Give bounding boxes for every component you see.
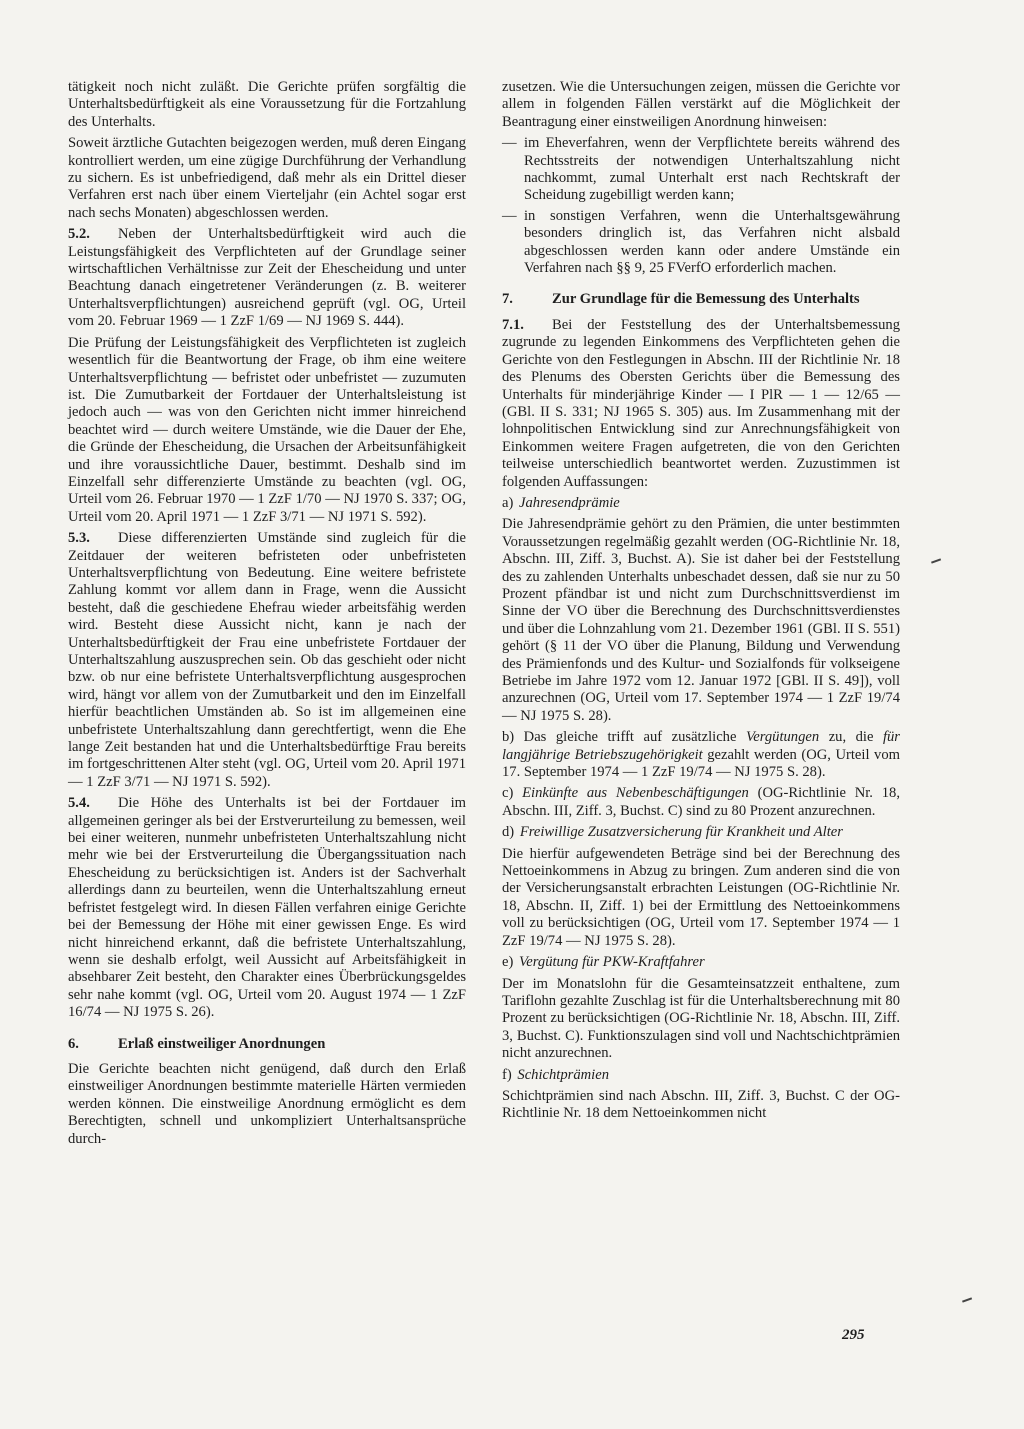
subheading-title: Schichtprämien [517, 1066, 609, 1083]
subheading-title: Jahresendprämie [519, 494, 620, 511]
paragraph-number: 5.4. [68, 795, 90, 812]
subheading-letter: f) [502, 1066, 512, 1083]
bullet-text: in sonstigen Verfahren, wenn die Unterhaltsgewährung besonders dringlich ist, das Verfahren nicht alsbald abgeschlossen werden kann oder andere Umstände ein Verfahren nach §§ 9, 25 FVerfO erforderlich machen. [524, 207, 900, 277]
emphasis: für langjährige Betriebszugehörigkeit [502, 729, 900, 763]
text-run: b) Das gleiche trifft auf zusätzliche [502, 729, 746, 746]
dash-marker: — [502, 207, 517, 224]
section-number: 6. [68, 1035, 79, 1052]
right-column [502, 79, 900, 1127]
paragraph-c [502, 785, 900, 820]
subheading-e [502, 954, 900, 971]
dash-marker: — [502, 135, 517, 152]
paragraph: Die hierfür aufgewendeten Beträge sind bei der Berechnung des Nettoeinkommens in Abzug zu bringen. Zum anderen sind die von der Versicherungsanstalt erbrachten Leistungen (OG-Richtlinie Nr. 18, Abschn. II, Ziff. 1) bei der Ermittlung des Nettoeinkommens voll zu berücksichtigen (OG, Urteil vom 17. September 1974 — 1 ZzF 19/74 — NJ 1975 S. 28). [502, 845, 900, 949]
text-run: gezahlt werden (OG, Urteil vom 17. September 1974 — 1 ZzF 19/74 — NJ 1975 S. 28). [502, 746, 900, 781]
subheading-d [502, 824, 900, 841]
paragraph: Die Prüfung der Leistungsfähigkeit des Verpflichteten ist zugleich wesentlich für die Beantwortung der Frage, ob ihm eine weitere Unterhaltsverpflichtung — befristet oder unbefristet — zuzumuten ist. Die Zumutbarkeit der Fortdauer der Unterhaltsleistung ist jedoch auch — was von den Gerichten nicht immer hinreichend beachtet wird — durch weitere Umstände, wie die Dauer der Ehe, die Gründe der Ehescheidung, die Ursachen der Arbeitsunfähigkeit und ihre voraussichtliche Dauer, bestimmt. Deshalb sind im Einzelfall sehr differenzierte Umstände zu beachten (vgl. OG, Urteil vom 26. Februar 1970 — 1 ZzF 1/70 — NJ 1970 S. 337; OG, Urteil vom 20. April 1971 — 1 ZzF 3/71 — NJ 1971 S. 592). [68, 334, 466, 525]
numbered-paragraph-5-4 [68, 795, 466, 1021]
subheading-letter: a) [502, 494, 514, 511]
subheading-title: Freiwillige Zusatzversicherung für Krankheit und Alter [519, 824, 843, 841]
paragraph-text: Neben der Unterhaltsbedürftigkeit wird auch die Leistungsfähigkeit des Verpflichteten auf der Grundlage seiner wirtschaftlichen Verhältnisse zur Zeit der Ehescheidung und unter Beachtung danach eingetretener Veränderungen (z. B. weiterer Unterhaltsverpflichtungen) ausreichend geprüft (vgl. OG, Urteil vom 20. Februar 1969 — 1 ZzF 1/69 — NJ 1969 S. 444). [68, 226, 466, 330]
subheading-a [502, 495, 900, 512]
subheading-f [502, 1067, 900, 1084]
text-run: (OG-Richtlinie Nr. 18, Abschn. III, Ziff. 3, Buchst. C) sind zu 80 Prozent anzurechnen. [502, 785, 900, 819]
subheading-letter: e) [502, 954, 514, 971]
numbered-paragraph-7-1 [502, 317, 900, 491]
paragraph-number: 5.2. [68, 226, 90, 243]
numbered-paragraph-5-2 [68, 226, 466, 330]
subheading-title: Vergütung für PKW-Kraftfahrer [519, 954, 705, 971]
paragraph: Soweit ärztliche Gutachten beigezogen werden, muß deren Eingang kontrolliert werden, um eine zügige Durchführung der Verhandlung zu sichern. Es ist unbefriedigend, daß mehr als ein Drittel dieser Verfahren erst nach über einem Vierteljahr (ein Achtel sogar erst nach sechs Monaten) abgeschlossen werden. [68, 135, 466, 221]
paragraph: Die Gerichte beachten nicht genügend, daß durch den Erlaß einstweiliger Anordnungen bestimmte materielle Härten vermieden werden können. Die einstweilige Anordnung ermöglicht es dem Berechtigten, schnell und unkompliziert Unterhaltsansprüche durch- [68, 1060, 466, 1147]
bullet-text: im Eheverfahren, wenn der Verpflichtete bereits während des Rechtsstreits der notwendigen Unterhaltszahlung nicht nachkommt, zumal Unterhalt erst nach Rechtskraft der Scheidung zugebilligt werden kann; [524, 135, 900, 204]
numbered-paragraph-5-3 [68, 530, 466, 791]
text-run: c) [502, 785, 523, 802]
paragraph: zusetzen. Wie die Untersuchungen zeigen, müssen die Gerichte vor allem in folgenden Fällen verstärkt auf die Möglichkeit der Beantragung einer einstweiligen Anordnung hinweisen: [502, 79, 900, 130]
subheading-letter: d) [502, 824, 515, 841]
section-title: Erlaß einstweiliger Anordnungen [118, 1035, 326, 1052]
section-heading-6 [68, 1036, 466, 1053]
paragraph: Die Jahresendprämie gehört zu den Prämien, die unter bestimmten Voraussetzungen regelmäßig gezahlt werden (OG-Richtlinie Nr. 18, Abschn. III, Ziff. 3, Buchst. A). Sie ist daher bei der Feststellung des zu zahlenden Unterhalts unbeschadet dessen, daß sie nur zu 50 Prozent pfändbar ist und nicht zum Durchschnittsverdienst im Sinne der VO über die Berechnung des Durchschnittsverdienstes und über die Lohnzahlung vom 21. Dezember 1961 (GBl. II S. 551) gehört (§ 11 der VO über die Planung, Bildung und Verwendung des Prämienfonds und des Kultur- und Sozialfonds für volkseigene Betriebe im Jahre 1972 vom 12. Januar 1972 [GBl. II S. 49]), voll anzurechnen (OG, Urteil vom 17. September 1974 — 1 ZzF 19/74 — NJ 1975 S. 28). [502, 516, 900, 724]
scan-mark [962, 1297, 972, 1302]
paragraph-text: Bei der Feststellung des der Unterhaltsbemessung zugrunde zu legenden Einkommens des Verpflichteten gehen die Gerichte von den Festlegungen in Abschn. III der Richtlinie Nr. 18 des Plenums des Obersten Gerichts über die Bemessung des Unterhalts für minderjährige Kinder — I PlR — 1 — 12/65 — (GBl. II S. 331; NJ 1965 S. 305) aus. Im Zusammenhang mit der lohnpolitischen Entwicklung sind zur Anrechnungsfähigkeit von Einkommen weitere Fragen aufgetreten, die von den Gerichten teilweise unterschiedlich beantwortet werden. Zuzustimmen ist folgenden Auffassungen: [502, 316, 900, 490]
page-number: 295 [842, 1327, 865, 1343]
emphasis: Einkünfte aus Nebenbeschäftigungen [522, 785, 749, 802]
paragraph-number: 7.1. [502, 316, 524, 333]
paragraph-number: 5.3. [68, 530, 90, 547]
scan-mark [931, 558, 941, 563]
paragraph: Schichtprämien sind nach Abschn. III, Ziff. 3, Buchst. C der OG-Richtlinie Nr. 18 dem Nettoeinkommen nicht [502, 1087, 900, 1122]
section-number: 7. [502, 291, 513, 308]
paragraph-text: Die Höhe des Unterhalts ist bei der Fortdauer im allgemeinen geringer als bei der Erstverurteilung zu bemessen, weil bei einer weiteren, nunmehr unbefristeten Unterhaltszahlung nicht mehr wie bei der Erstverurteilung die Übergangssituation nach Ehescheidung zu berücksichtigen ist. Anders ist der Sachverhalt allerdings dann zu beurteilen, wenn die Unterhaltszahlung erneut befristet festgelegt wird. In diesen Fällen verfahren einige Gerichte bei der Bemessung der Höhe mit einer gewissen Enge. Es wird nicht hinreichend erkannt, daß die befristete Unterhaltszahlung, wenn sie deshalb erfolgt, weil Aussicht auf Arbeitsfähigkeit in absehbarer Zeit besteht, den Charakter eines Überbrückungsgeldes sehr nahe kommt (vgl. OG, Urteil vom 20. August 1974 — 1 ZzF 16/74 — NJ 1975 S. 26). [68, 795, 466, 1021]
paragraph: Der im Monatslohn für die Gesamteinsatzzeit enthaltene, zum Tariflohn gezahlte Zuschlag ist für die Unterhaltsberechnung mit 80 Prozent zu berücksichtigen (OG-Richtlinie Nr. 18, Abschn. III, Ziff. 3, Buchst. C). Funktionszulagen sind voll und Nachtschichtprämien nicht anzurechnen. [502, 975, 900, 1062]
paragraph-b [502, 729, 900, 781]
bullet-item [502, 135, 900, 205]
section-title: Zur Grundlage für die Bemessung des Unterhalts [552, 291, 860, 308]
bullet-item [502, 208, 900, 278]
paragraph: tätigkeit noch nicht zuläßt. Die Gerichte prüfen sorgfältig die Unterhaltsbedürftigkeit als eine Voraussetzung für die Fortzahlung des Unterhalts. [68, 79, 466, 130]
text-run: zu, die [819, 729, 883, 746]
section-heading-7 [502, 291, 900, 308]
left-column [68, 79, 466, 1152]
paragraph-text: Diese differenzierten Umstände sind zugleich für die Zeitdauer der weiteren befristeten oder unbefristeten Unterhaltsverpflichtung von Bedeutung. Eine weitere befristete Zahlung kommt vor allem dann in Frage, wenn die Aussicht besteht, daß die geschiedene Ehefrau wieder arbeitsfähig werden wird. Besteht diese Aussicht nicht, kann je nach der Unterhaltsbedürftigkeit der Frau eine unbefristete Fortdauer der Unterhaltszahlung auszusprechen sein. Ob das geschieht oder nicht bzw. ob nur eine befristete Unterhaltsverpflichtung ausgesprochen wird, hängt vor allem von der Zumutbarkeit und den im Einzelfall hierfür beachtlichen Umständen ab. So ist im allgemeinen eine unbefristete Unterhaltszahlung dann gerechtfertigt, wenn die Ehe lange Zeit bestanden hat und die Unterhaltsbedürftige Frau bereits im fortgeschrittenen Alter steht (vgl. OG, Urteil vom 20. April 1971 — 1 ZzF 3/71 — NJ 1971 S. 592). [68, 530, 466, 790]
emphasis: Vergütungen [745, 729, 820, 746]
